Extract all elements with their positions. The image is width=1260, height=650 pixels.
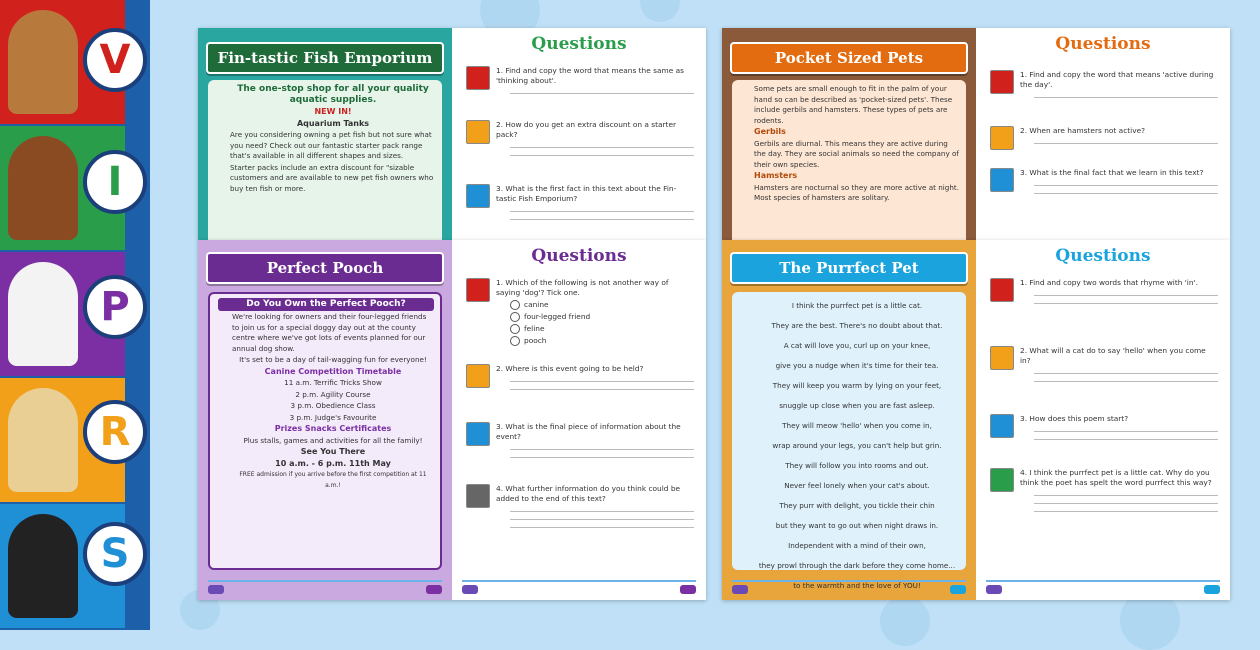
question-item [466,484,694,528]
questions-panel [976,240,1230,600]
text-panel [722,28,976,240]
vipers-dog-icon [466,120,490,144]
question-text: 4. I think the purrfect pet is a little cat. Why do you think the poet has spelt the word purrfect this way? [1020,468,1212,487]
answer-line[interactable] [1034,193,1218,194]
option-canine[interactable] [510,300,694,310]
pets-paragraph: Some pets are small enough to fit in the palm of your hand so can be described as 'pocket-sized pets'. These include gerbils and hamsters. These types of pets are rodents. [754,84,953,125]
question-text: 4. What further information do you think could be added to the end of this text? [496,484,681,503]
questions-panel [452,28,706,240]
paw-print-icon [640,0,680,22]
poem-line: They purr with delight, you tickle their chin [779,501,935,510]
vipers-letter-p: P [83,275,147,339]
question-item [466,364,694,390]
answer-line[interactable] [1034,143,1218,144]
question-text: 3. What is the final fact that we learn in this text? [1020,168,1204,177]
option-label: feline [524,324,545,333]
sheet-footer [208,580,442,596]
text-title-banner: The Purrfect Pet [730,252,968,284]
questions-title: Questions [531,34,627,54]
vipers-dog-icon [466,184,490,208]
twinkl-logo [208,585,224,594]
answer-line[interactable] [510,211,694,212]
vipers-dog-icon [990,278,1014,302]
twinkl-logo [732,585,748,594]
answer-line[interactable] [1034,303,1218,304]
question-text: 3. How does this poem start? [1020,414,1129,423]
pooch-free-note: FREE admission if you arrive before the first competition at 11 a.m.! [239,471,427,489]
timetable-row: 11 a.m. Terrific Tricks Show [284,378,382,387]
option-four-legged[interactable] [510,312,694,322]
question-item [990,70,1218,98]
question-item [466,184,694,220]
answer-line[interactable] [510,147,694,148]
poem-line: They are the best. There's no doubt about that. [771,321,943,330]
option-label: pooch [524,336,547,345]
pooch-headline: Do You Own the Perfect Pooch? [218,298,434,311]
poem-line: they prowl through the dark before they come home... [758,561,956,570]
fish-new-in: NEW IN! [314,107,352,116]
radio-circle[interactable] [510,336,520,346]
vipers-dog-icon [466,364,490,388]
fish-paragraph: Are you considering owning a pet fish but not sure what you need? Check out our fantastic starter pack range that's available in all different shapes and sizes. [230,130,432,160]
twinkl-logo [986,585,1002,594]
question-text: 2. How do you get an extra discount on a starter pack? [496,120,677,139]
pooch-date: 10 a.m. - 6 p.m. 11th May [275,458,391,468]
poem-line: I think the purrfect pet is a little cat. [791,301,923,310]
question-item [466,66,694,94]
answer-line[interactable] [1034,381,1218,382]
answer-line[interactable] [1034,511,1218,512]
poem-line: snuggle up close when you are fast asleep. [779,401,935,410]
vipers-dog-icon [990,168,1014,192]
question-item [990,168,1218,194]
vipers-dog-icon [990,70,1014,94]
radio-circle[interactable] [510,300,520,310]
sheet-footer [462,580,696,596]
question-item [990,346,1218,382]
fish-headline: The one-stop shop for all your quality aquatic supplies. [237,84,429,105]
vipers-dog-icon [466,422,490,446]
questions-title: Questions [531,246,627,266]
vipers-letter-v: V [83,28,147,92]
question-text: 1. Find and copy the word that means 'active during the day'. [1020,70,1214,89]
answer-line[interactable] [1034,495,1218,496]
pets-paragraph: Hamsters are nocturnal so they are more active at night. Most species of hamsters are solitary. [754,182,960,202]
vipers-letter-r: R [83,400,147,464]
questions-title: Questions [1055,34,1151,54]
worksheet-fish [198,28,706,240]
timetable-row: 3 p.m. Obedience Class [290,401,376,410]
text-panel [198,240,452,600]
questions-panel [976,28,1230,240]
twinkl-logo [462,585,478,594]
question-item [990,468,1218,512]
poem-line: Never feel lonely when your cat's about. [784,481,930,490]
poem-line: They will meow 'hello' when you come in, [782,421,932,430]
twinkl-logo [680,585,696,594]
question-item [466,278,694,346]
twinkl-logo [950,585,966,594]
answer-line[interactable] [1034,439,1218,440]
pooch-prizes: Prizes Snacks Certificates [274,424,392,433]
worksheet-pooch [198,240,706,600]
poem-line: but they want to go out when night draws in. [775,521,939,530]
pooch-paragraph: Plus stalls, games and activities for all the family! [243,435,423,445]
vipers-dog-icon [990,126,1014,150]
question-text: 2. Where is this event going to be held? [496,364,644,373]
timetable-row: 3 p.m. Judge's Favourite [289,412,377,422]
question-text: 3. What is the final piece of information about the event? [496,422,681,441]
question-item [466,120,694,156]
question-text: 2. When are hamsters not active? [1020,126,1146,135]
option-feline[interactable] [510,324,694,334]
question-text: 1. Find and copy the word that means the same as 'thinking about'. [496,66,684,85]
question-item [466,422,694,458]
dog-illustration [8,262,78,366]
radio-circle[interactable] [510,312,520,322]
poem-line: wrap around your legs, you can't help but grin. [772,441,942,450]
text-body [208,292,442,570]
vipers-letter-s: S [83,522,147,586]
sheet-footer [986,580,1220,596]
dog-illustration [8,10,78,114]
dog-illustration [8,136,78,240]
pooch-see-you: See You There [300,447,366,456]
answer-line[interactable] [510,457,694,458]
answer-line[interactable] [510,155,694,156]
dog-illustration [8,514,78,618]
answer-line[interactable] [510,389,694,390]
text-title-banner: Perfect Pooch [206,252,444,284]
text-panel [722,240,976,600]
radio-circle[interactable] [510,324,520,334]
answer-line[interactable] [1034,185,1218,186]
twinkl-logo [426,585,442,594]
answer-line[interactable] [510,381,694,382]
vipers-dog-icon [990,346,1014,370]
question-item [990,126,1218,144]
fish-paragraph: Starter packs include an extra discount for "sizable customers and are available to new pet fish owners who buy ten fish or more. [230,162,434,193]
fish-subheading: Aquarium Tanks [296,118,370,128]
questions-panel [452,240,706,600]
vipers-dog-icon [466,278,490,302]
question-text: 3. What is the first fact in this text about the Fin-tastic Fish Emporium? [496,184,677,203]
vipers-dog-icon [990,414,1014,438]
answer-line[interactable] [1034,373,1218,374]
dog-illustration [8,388,78,492]
answer-line[interactable] [1034,97,1218,98]
answer-line[interactable] [510,219,694,220]
question-text: 1. Which of the following is not another way of saying 'dog'? Tick one. [496,278,669,297]
answer-line[interactable] [510,93,694,94]
text-title-banner: Pocket Sized Pets [730,42,968,74]
text-body [208,80,442,240]
worksheet-pets [722,28,1230,240]
vipers-letter-i: I [83,150,147,214]
option-label: four-legged friend [524,312,591,321]
questions-title: Questions [1055,246,1151,266]
pets-heading-hamsters: Hamsters [754,171,798,180]
poem-line: to the warmth and the love of YOU! [793,581,921,590]
vipers-dog-icon [466,66,490,90]
worksheet-purr [722,240,1230,600]
pets-paragraph: Gerbils are diurnal. This means they are active during the day. They are social animals so need the company of their own species. [754,138,959,169]
answer-line[interactable] [510,519,694,520]
question-item [990,414,1218,440]
answer-line[interactable] [510,449,694,450]
question-item [990,278,1218,304]
text-title-banner: Fin-tastic Fish Emporium [206,42,444,74]
paw-print-icon [880,596,930,646]
question-text: 1. Find and copy two words that rhyme with 'in'. [1020,278,1198,287]
question-text: 2. What will a cat do to say 'hello' when you come in? [1020,346,1206,365]
twinkl-logo [1204,585,1220,594]
sheet-footer [732,580,966,596]
poem-line: A cat will love you, curl up on your knee, [783,341,931,350]
vipers-strip [0,0,150,630]
answer-line[interactable] [510,511,694,512]
text-panel [198,28,452,240]
pooch-timetable-heading: Canine Competition Timetable [264,366,402,376]
option-pooch[interactable] [510,336,694,346]
poem-line: give you a nudge when it's time for their tea. [775,361,939,370]
pets-heading-gerbils: Gerbils [754,127,786,136]
text-body [732,80,966,240]
answer-line[interactable] [510,527,694,528]
timetable-row: 2 p.m. Agility Course [295,389,371,399]
vipers-dog-icon [466,484,490,508]
poem-line: Independent with a mind of their own, [788,541,926,550]
poem-line: They will keep you warm by lying on your feet, [772,381,942,390]
answer-line[interactable] [1034,431,1218,432]
answer-line[interactable] [1034,503,1218,504]
vipers-dog-icon [990,468,1014,492]
pooch-paragraph: We're looking for owners and their four-legged friends to join us for a special doggy day out at the county centre where we've got lots of events planned for our annual dog show. [232,312,427,353]
poem-line: They will follow you into rooms and out. [785,461,929,470]
pooch-paragraph: It's set to be a day of tail-wagging fun for everyone! [239,355,427,364]
text-body [732,292,966,590]
answer-line[interactable] [1034,295,1218,296]
option-label: canine [524,300,549,309]
